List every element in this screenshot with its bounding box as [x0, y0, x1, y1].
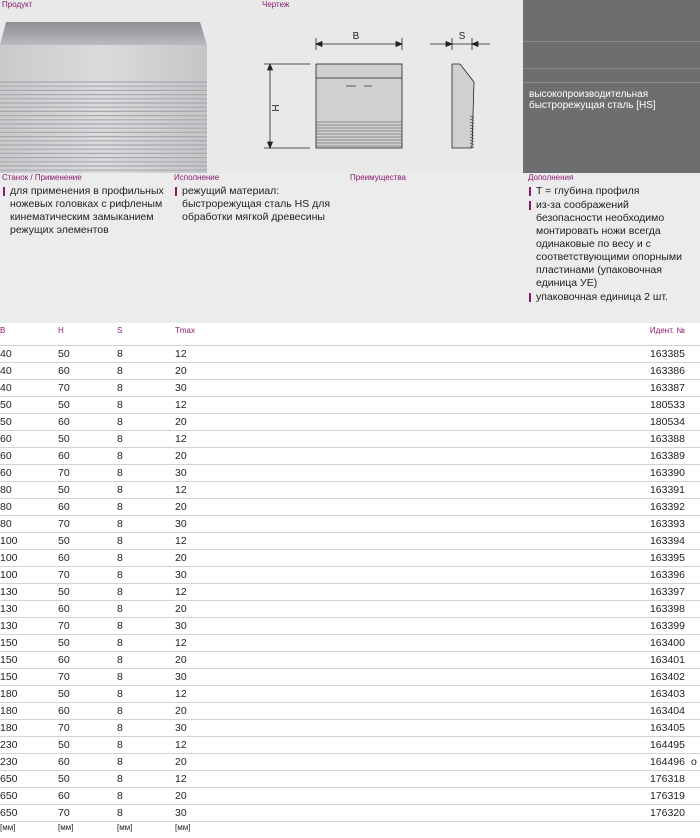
cell-tmax: 12	[175, 535, 187, 547]
table-header	[0, 323, 700, 346]
cell-ident: 163398	[649, 603, 685, 615]
cell-tmax: 12	[175, 348, 187, 360]
dim-h-label: H	[271, 104, 282, 112]
cell-ident: 176318	[649, 773, 685, 785]
cell-b: 230	[0, 756, 18, 768]
table-row	[0, 652, 700, 669]
product-label: Продукт	[2, 0, 33, 9]
cell-ident: 164496	[649, 756, 685, 768]
cell-tmax: 20	[175, 501, 187, 513]
cell-h: 60	[58, 501, 70, 513]
table-row	[0, 465, 700, 482]
cell-s: 8	[117, 688, 123, 700]
cell-s: 8	[117, 722, 123, 734]
cell-tmax: 30	[175, 467, 187, 479]
cell-s: 8	[117, 501, 123, 513]
cell-ident: 163395	[649, 552, 685, 564]
cell-tmax: 30	[175, 807, 187, 819]
cell-s: 8	[117, 603, 123, 615]
cell-b: 80	[0, 484, 12, 496]
table-row	[0, 482, 700, 499]
cell-ident: 163396	[649, 569, 685, 581]
cell-tmax: 20	[175, 654, 187, 666]
info-section	[0, 173, 700, 323]
material-text: высокопроизводительная быстрорежущая сталь [HS]	[529, 89, 656, 111]
cell-tmax: 12	[175, 739, 187, 751]
cell-h: 60	[58, 654, 70, 666]
cell-h: 60	[58, 756, 70, 768]
cell-tmax: 30	[175, 569, 187, 581]
cell-s: 8	[117, 518, 123, 530]
cell-s: 8	[117, 399, 123, 411]
cell-ident: 163394	[649, 535, 685, 547]
cell-s: 8	[117, 416, 123, 428]
cell-b: 130	[0, 586, 18, 598]
cell-tmax: 12	[175, 433, 187, 445]
cell-b: 60	[0, 433, 12, 445]
drawing-label: Чертеж	[262, 0, 290, 9]
table-row	[0, 686, 700, 703]
table-row	[0, 397, 700, 414]
cell-b: 40	[0, 365, 12, 377]
cell-ident: 163403	[649, 688, 685, 700]
cell-h: 50	[58, 535, 70, 547]
cell-b: 180	[0, 688, 18, 700]
table-row	[0, 703, 700, 720]
header-ident: Идент. №	[649, 326, 685, 335]
header-b: B	[0, 326, 6, 335]
knife-product-photo	[0, 10, 207, 173]
cell-tmax: 12	[175, 637, 187, 649]
row-marker: o	[691, 756, 697, 768]
execution-label: Исполнение	[174, 173, 220, 182]
header-tmax: Tmax	[175, 326, 195, 335]
cell-b: 150	[0, 654, 18, 666]
cell-tmax: 20	[175, 790, 187, 802]
cell-tmax: 12	[175, 586, 187, 598]
cell-s: 8	[117, 569, 123, 581]
cell-s: 8	[117, 348, 123, 360]
cell-s: 8	[117, 739, 123, 751]
cell-b: 50	[0, 399, 12, 411]
cell-b: 50	[0, 416, 12, 428]
cell-b: 230	[0, 739, 18, 751]
cell-b: 130	[0, 620, 18, 632]
cell-h: 60	[58, 790, 70, 802]
cell-ident: 163389	[649, 450, 685, 462]
cell-ident: 163385	[649, 348, 685, 360]
cell-h: 60	[58, 603, 70, 615]
cell-tmax: 20	[175, 365, 187, 377]
cell-h: 70	[58, 620, 70, 632]
table-row	[0, 431, 700, 448]
cell-s: 8	[117, 433, 123, 445]
cell-tmax: 20	[175, 705, 187, 717]
cell-tmax: 20	[175, 552, 187, 564]
cell-b: 650	[0, 773, 18, 785]
cell-h: 50	[58, 484, 70, 496]
cell-b: 130	[0, 603, 18, 615]
dim-b-label: B	[352, 31, 360, 42]
cell-ident: 176320	[649, 807, 685, 819]
cell-b: 40	[0, 348, 12, 360]
table-row	[0, 533, 700, 550]
cell-tmax: 30	[175, 722, 187, 734]
cell-ident: 163401	[649, 654, 685, 666]
cell-ident: 163388	[649, 433, 685, 445]
cell-b: 650	[0, 807, 18, 819]
cell-b: 100	[0, 552, 18, 564]
table-row	[0, 720, 700, 737]
cell-b: 80	[0, 518, 12, 530]
table-row	[0, 363, 700, 380]
cell-ident: 163391	[649, 484, 685, 496]
notes-label: Дополнения	[528, 173, 574, 182]
cell-h: 70	[58, 467, 70, 479]
table-row	[0, 669, 700, 686]
cell-s: 8	[117, 790, 123, 802]
cell-ident: 163405	[649, 722, 685, 734]
cell-s: 8	[117, 484, 123, 496]
cell-s: 8	[117, 620, 123, 632]
table-row	[0, 380, 700, 397]
note-item: упаковочная единица 2 шт.	[528, 291, 698, 304]
cell-s: 8	[117, 450, 123, 462]
cell-h: 60	[58, 416, 70, 428]
cell-tmax: 30	[175, 382, 187, 394]
product-table	[0, 323, 700, 838]
cell-h: 50	[58, 433, 70, 445]
cell-h: 50	[58, 348, 70, 360]
cell-b: 100	[0, 569, 18, 581]
cell-tmax: 20	[175, 603, 187, 615]
product-header-band	[0, 0, 700, 173]
unit-s: [мм]	[117, 823, 133, 832]
cell-s: 8	[117, 807, 123, 819]
cell-h: 50	[58, 688, 70, 700]
cell-b: 60	[0, 450, 12, 462]
table-row	[0, 550, 700, 567]
unit-b: [мм]	[0, 823, 16, 832]
cell-b: 80	[0, 501, 12, 513]
cell-tmax: 12	[175, 773, 187, 785]
cell-ident: 163387	[649, 382, 685, 394]
cell-b: 150	[0, 637, 18, 649]
table-row	[0, 754, 700, 771]
cell-h: 70	[58, 671, 70, 683]
cell-ident: 163397	[649, 586, 685, 598]
cell-ident: 163402	[649, 671, 685, 683]
table-row	[0, 788, 700, 805]
cell-s: 8	[117, 535, 123, 547]
table-row	[0, 805, 700, 822]
table-row	[0, 567, 700, 584]
cell-ident: 163390	[649, 467, 685, 479]
cell-ident: 163399	[649, 620, 685, 632]
cell-h: 70	[58, 382, 70, 394]
cell-tmax: 30	[175, 671, 187, 683]
cell-ident: 163392	[649, 501, 685, 513]
cell-s: 8	[117, 671, 123, 683]
note-item: T = глубина профиля	[528, 185, 698, 198]
table-row	[0, 516, 700, 533]
cell-s: 8	[117, 637, 123, 649]
cell-s: 8	[117, 552, 123, 564]
cell-b: 60	[0, 467, 12, 479]
cell-h: 60	[58, 450, 70, 462]
cell-ident: 163393	[649, 518, 685, 530]
cell-h: 60	[58, 552, 70, 564]
header-s: S	[117, 326, 123, 335]
table-row	[0, 448, 700, 465]
cell-ident: 180534	[649, 416, 685, 428]
cell-s: 8	[117, 756, 123, 768]
table-row	[0, 584, 700, 601]
cell-s: 8	[117, 365, 123, 377]
cell-ident: 176319	[649, 790, 685, 802]
cell-h: 60	[58, 705, 70, 717]
cell-s: 8	[117, 586, 123, 598]
cell-s: 8	[117, 654, 123, 666]
table-row	[0, 346, 700, 363]
note-item: из-за соображений безопасности необходимо монтировать ножи всегда одинаковые по весу и с соответствующими опорными пластинами (упаковочная единица УЕ)	[528, 199, 698, 290]
cell-ident: 180533	[649, 399, 685, 411]
unit-h: [мм]	[58, 823, 74, 832]
table-row	[0, 499, 700, 516]
cell-ident: 163386	[649, 365, 685, 377]
knife-technical-drawing	[260, 20, 500, 160]
cell-tmax: 20	[175, 756, 187, 768]
advantages-label: Преимущества	[350, 173, 406, 182]
cell-h: 60	[58, 365, 70, 377]
cell-tmax: 20	[175, 450, 187, 462]
cell-b: 150	[0, 671, 18, 683]
cell-tmax: 20	[175, 416, 187, 428]
table-body	[0, 346, 700, 822]
table-row	[0, 414, 700, 431]
cell-h: 50	[58, 773, 70, 785]
dim-s-label: S	[458, 31, 466, 42]
application-text: для применения в профильных ножевых головках с рифленым кинематическим замыканием режущих элементов	[2, 185, 170, 237]
cell-ident: 163400	[649, 637, 685, 649]
table-row	[0, 618, 700, 635]
cell-b: 180	[0, 705, 18, 717]
cell-h: 50	[58, 399, 70, 411]
units-row	[0, 822, 700, 838]
application-label: Станок / Применение	[2, 173, 82, 182]
cell-h: 70	[58, 722, 70, 734]
cell-s: 8	[117, 382, 123, 394]
cell-tmax: 12	[175, 484, 187, 496]
cell-tmax: 12	[175, 399, 187, 411]
table-row	[0, 635, 700, 652]
cell-h: 50	[58, 586, 70, 598]
cell-h: 70	[58, 518, 70, 530]
cell-h: 70	[58, 807, 70, 819]
cell-tmax: 12	[175, 688, 187, 700]
cell-b: 100	[0, 535, 18, 547]
cell-b: 650	[0, 790, 18, 802]
cell-s: 8	[117, 773, 123, 785]
cell-tmax: 30	[175, 620, 187, 632]
cell-b: 40	[0, 382, 12, 394]
execution-text: режущий материал: быстрорежущая сталь HS для обработки мягкой древесины	[174, 185, 342, 224]
cell-b: 180	[0, 722, 18, 734]
header-h: H	[58, 326, 64, 335]
cell-s: 8	[117, 467, 123, 479]
cell-s: 8	[117, 705, 123, 717]
table-row	[0, 771, 700, 788]
cell-h: 50	[58, 637, 70, 649]
cell-ident: 164495	[649, 739, 685, 751]
cell-h: 70	[58, 569, 70, 581]
table-row	[0, 601, 700, 618]
cell-tmax: 30	[175, 518, 187, 530]
cell-h: 50	[58, 739, 70, 751]
unit-tmax: [мм]	[175, 823, 191, 832]
cell-ident: 163404	[649, 705, 685, 717]
material-panel	[523, 0, 700, 173]
table-row	[0, 737, 700, 754]
